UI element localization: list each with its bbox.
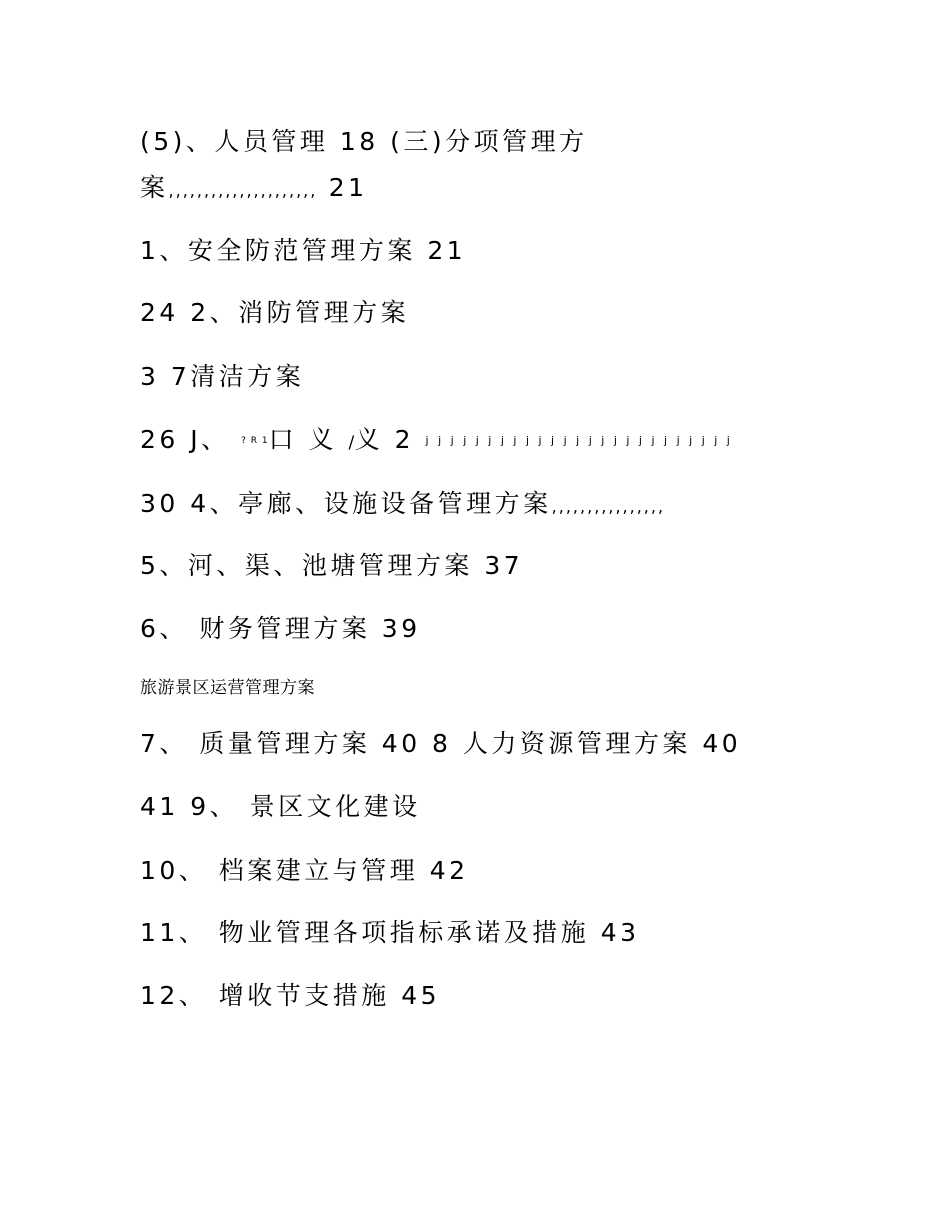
toc-entry-property-indicators	[140, 917, 640, 949]
toc-entry-text: 41 9、 景区文化建设	[140, 792, 421, 821]
toc-entry-text: 5、河、渠、池塘管理方案 37	[140, 551, 524, 580]
toc-entry-text: 1、安全防范管理方案 21	[140, 236, 467, 265]
toc-entry-text: 10、 档案建立与管理 42	[140, 856, 469, 885]
garbled-slash: /	[348, 433, 355, 453]
toc-entry-finance-plan	[140, 613, 421, 645]
toc-entry-personnel-management	[140, 126, 588, 158]
toc-entry-cost-saving	[140, 980, 440, 1012]
page-number: 21	[317, 173, 368, 202]
garbled-small-text: ? R 1	[241, 436, 269, 446]
toc-entry-text: 30 4、亭廊、设施设备管理方案	[140, 489, 552, 518]
toc-entry-quality-hr-plan	[140, 728, 741, 760]
toc-entry-garbled	[140, 424, 733, 459]
leader-dots: ,,,,,,,,,,,,,,,,	[551, 497, 666, 516]
toc-entry-security-plan	[140, 235, 466, 267]
running-header-text: 旅游景区运营管理方案	[140, 678, 315, 698]
toc-entry-text: 7、 质量管理方案 40 8 人力资源管理方案 40	[140, 729, 742, 758]
toc-entry-text: 义 2	[354, 425, 426, 454]
toc-entry-text: 3 7清洁方案	[140, 362, 305, 391]
toc-entry-plan-continuation	[140, 172, 368, 207]
toc-entry-river-plan	[140, 550, 523, 582]
running-header	[140, 672, 315, 704]
toc-entry-archives	[140, 855, 469, 887]
toc-entry-culture	[140, 791, 421, 823]
leader-dots: ,,,,,,,,,,,,,,,,,,,,,	[168, 181, 318, 200]
toc-entry-fire-plan	[140, 297, 409, 329]
leader-dots: j j j j j j j j j j j j j j j j j j j j j j j j j	[425, 434, 733, 447]
toc-entry-cleaning-plan	[140, 361, 304, 393]
toc-entry-text: (5)、人员管理 18 (三)分项管理方	[140, 127, 588, 156]
toc-entry-text: 12、 增收节支措施 45	[140, 981, 441, 1010]
toc-entry-text: 案	[140, 173, 169, 202]
toc-entry-text: 26 J、	[140, 425, 242, 454]
toc-entry-text: 11、 物业管理各项指标承诺及措施 43	[140, 918, 640, 947]
toc-entry-text: 6、 财务管理方案 39	[140, 614, 421, 643]
toc-entry-text: 24 2、消防管理方案	[140, 298, 410, 327]
toc-entry-text: 口 义	[268, 425, 349, 454]
toc-entry-pavilion-plan	[140, 488, 665, 523]
